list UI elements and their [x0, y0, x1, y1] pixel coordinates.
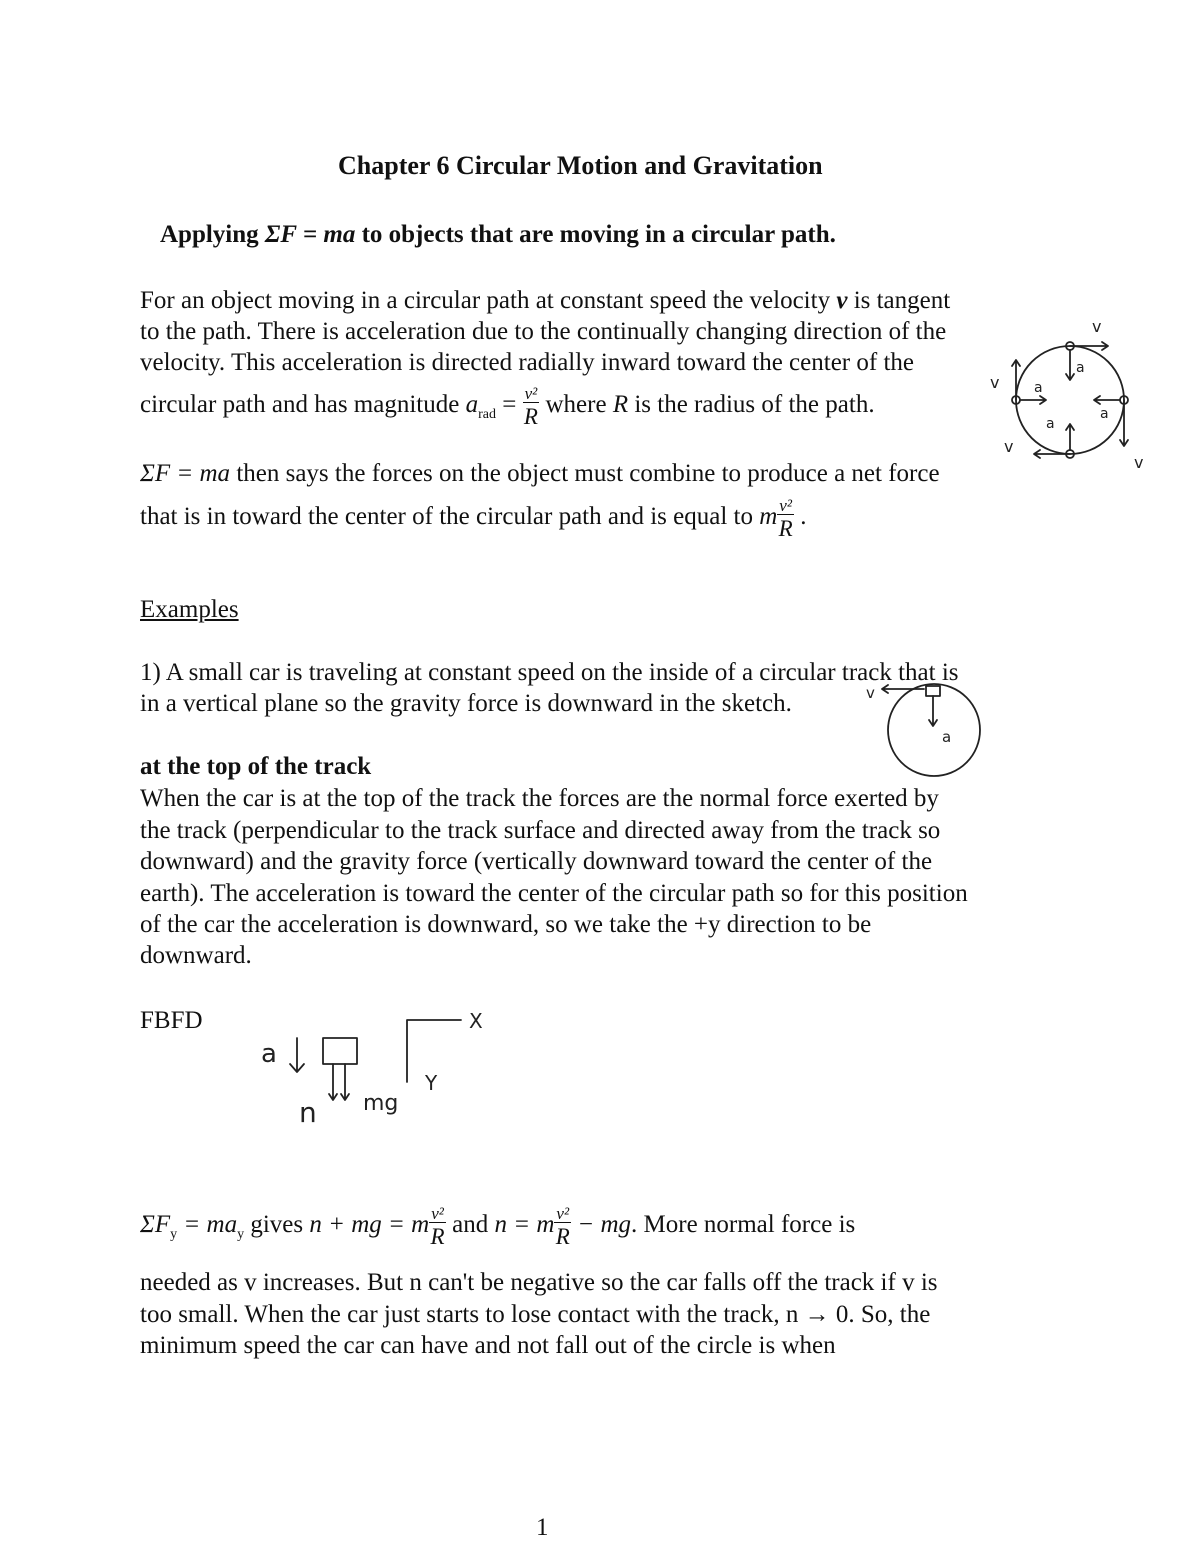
- car-box: [926, 686, 940, 696]
- v2-over-r-fraction-2: [777, 497, 794, 540]
- rhs-fraction: [554, 1205, 571, 1248]
- intro-line-4-where: where: [539, 391, 613, 419]
- closing-line-1: needed as v increases. But n can't be negative so the car falls off the track if v is: [140, 1269, 938, 1296]
- example-1-line-2: in a vertical plane so the gravity force is downward in the sketch.: [140, 690, 792, 717]
- sum-fy-sub: y: [170, 1227, 178, 1243]
- fraction-denominator: R: [778, 516, 793, 541]
- intro-line-1: [140, 285, 950, 316]
- intro-line-4-end: is the radius of the path.: [628, 391, 875, 419]
- label-v-bottom: v: [1004, 437, 1014, 456]
- label-v-right: v: [1134, 453, 1144, 472]
- fraction-numerator: v²: [556, 1204, 570, 1223]
- top-of-track-line-4: earth). The acceleration is toward the center of the circular path so for this position: [140, 880, 968, 907]
- intro-line-5: [140, 458, 940, 489]
- arad-subscript: rad: [478, 407, 496, 423]
- v2-over-r-fraction: [523, 385, 540, 428]
- example-1-line-1: 1) A small car is traveling at constant speed on the inside of a circular track that is: [140, 659, 959, 686]
- intro-line-1-end: is tangent: [847, 287, 951, 314]
- page-number: 1: [536, 1514, 549, 1541]
- right-velocity-arrow: [1120, 400, 1128, 446]
- fbd-label-mg: mg: [363, 1091, 399, 1116]
- fbd-car-box: [323, 1038, 357, 1064]
- left-velocity-arrow: [1012, 360, 1020, 400]
- intro-line-4-text: circular path and has magnitude: [140, 391, 466, 419]
- examples-heading: Examples: [140, 596, 239, 623]
- top-of-track-line-2: the track (perpendicular to the track surface and directed away from the track so: [140, 817, 941, 844]
- label-a-track: a: [942, 728, 952, 746]
- car-accel-arrow: [929, 696, 937, 726]
- right-accel-arrow: [1094, 396, 1120, 404]
- fbd-accel-arrow: [290, 1038, 304, 1072]
- top-of-track-heading: at the top of the track: [140, 753, 372, 780]
- fraction-denominator: R: [523, 404, 538, 429]
- vertical-track-sketch: [862, 680, 992, 780]
- fbd-label-x: X: [469, 1009, 483, 1033]
- closing-line-2: too small. When the car just starts to lose contact with the track, n → 0. So, the: [140, 1301, 931, 1328]
- label-v-left: v: [990, 373, 1000, 392]
- intro-line-3: velocity. This acceleration is directed radially inward toward the center of the: [140, 349, 914, 376]
- bottom-accel-arrow: [1066, 424, 1074, 450]
- fbd-label-n: n: [299, 1096, 317, 1129]
- rhs-minus-mg: − mg: [571, 1211, 632, 1239]
- equation-period: .: [631, 1211, 638, 1239]
- free-body-diagram: [255, 1010, 495, 1130]
- chapter-title: Chapter 6 Circular Motion and Gravitation: [338, 151, 823, 180]
- top-of-track-line-5: of the car the acceleration is downward, so we take the +y direction to be: [140, 911, 872, 938]
- label-v-top: v: [1092, 317, 1102, 336]
- fraction-numerator: v²: [779, 496, 792, 515]
- fraction-denominator: R: [430, 1224, 445, 1249]
- label-a-right: a: [1100, 406, 1109, 422]
- intro-line-6-end: .: [793, 503, 807, 531]
- fraction-numerator: v²: [524, 384, 538, 403]
- label-v-track: v: [866, 684, 875, 702]
- left-accel-arrow: [1020, 396, 1046, 404]
- section-heading-suffix: to objects that are moving in a circular path.: [355, 221, 836, 248]
- intro-line-4: [140, 385, 875, 430]
- rhs-equation: n = m: [494, 1211, 555, 1239]
- intro-line-5-text: then says the forces on the object must combine to produce a net force: [230, 460, 940, 487]
- ma-sub: y: [237, 1227, 245, 1243]
- intro-line-6: [140, 497, 806, 540]
- label-a-bottom: a: [1046, 416, 1055, 432]
- and-word: and: [445, 1211, 495, 1239]
- intro-line-6-text: that is in toward the center of the circular path and is equal to: [140, 503, 760, 531]
- intro-line-2: to the path. There is acceleration due to the continually changing direction of the: [140, 318, 947, 345]
- fbfd-label: FBFD: [140, 1007, 203, 1034]
- label-a-top: a: [1076, 360, 1085, 376]
- equation-tail-text: More normal force is: [637, 1211, 856, 1239]
- fbd-label-y: Y: [425, 1071, 438, 1095]
- sum-forces-equation: [140, 1205, 855, 1250]
- label-a-left: a: [1034, 380, 1043, 396]
- fraction-denominator: R: [555, 1224, 570, 1249]
- net-force-equation: ΣF = ma: [140, 460, 231, 487]
- gives-word: gives: [244, 1211, 310, 1239]
- fbd-gravity-arrow: [341, 1064, 349, 1100]
- fbd-label-a: a: [261, 1039, 277, 1069]
- newton-second-law-equation: ΣF = ma: [264, 221, 356, 248]
- velocity-symbol: v: [836, 287, 848, 314]
- lhs-fraction: [429, 1205, 446, 1248]
- sum-fy: ΣF: [140, 1211, 171, 1239]
- equals-sign: =: [495, 391, 523, 419]
- track-circle: [888, 684, 980, 776]
- top-of-track-line-3: downward) and the gravity force (vertically downward toward the center of the: [140, 848, 933, 875]
- fbd-normal-arrow: [329, 1064, 337, 1100]
- top-of-track-line-1: When the car is at the top of the track the forces are the normal force exerted by: [140, 785, 939, 812]
- top-of-track-line-6: downward.: [140, 942, 252, 969]
- lhs-equation: n + mg = m: [309, 1211, 430, 1239]
- top-accel-arrow: [1066, 350, 1074, 380]
- arad-symbol: a: [465, 391, 479, 419]
- section-heading: [160, 219, 836, 250]
- mass-symbol: m: [759, 503, 778, 531]
- equals-ma: = ma: [177, 1211, 238, 1239]
- intro-line-1-text: For an object moving in a circular path at constant speed the velocity: [140, 287, 837, 314]
- closing-line-3: minimum speed the car can have and not fall out of the circle is when: [140, 1332, 836, 1359]
- section-heading-prefix: Applying: [160, 221, 265, 248]
- circular-motion-sketch: [990, 318, 1150, 478]
- fraction-numerator: v²: [431, 1204, 444, 1223]
- radius-symbol: R: [612, 391, 629, 419]
